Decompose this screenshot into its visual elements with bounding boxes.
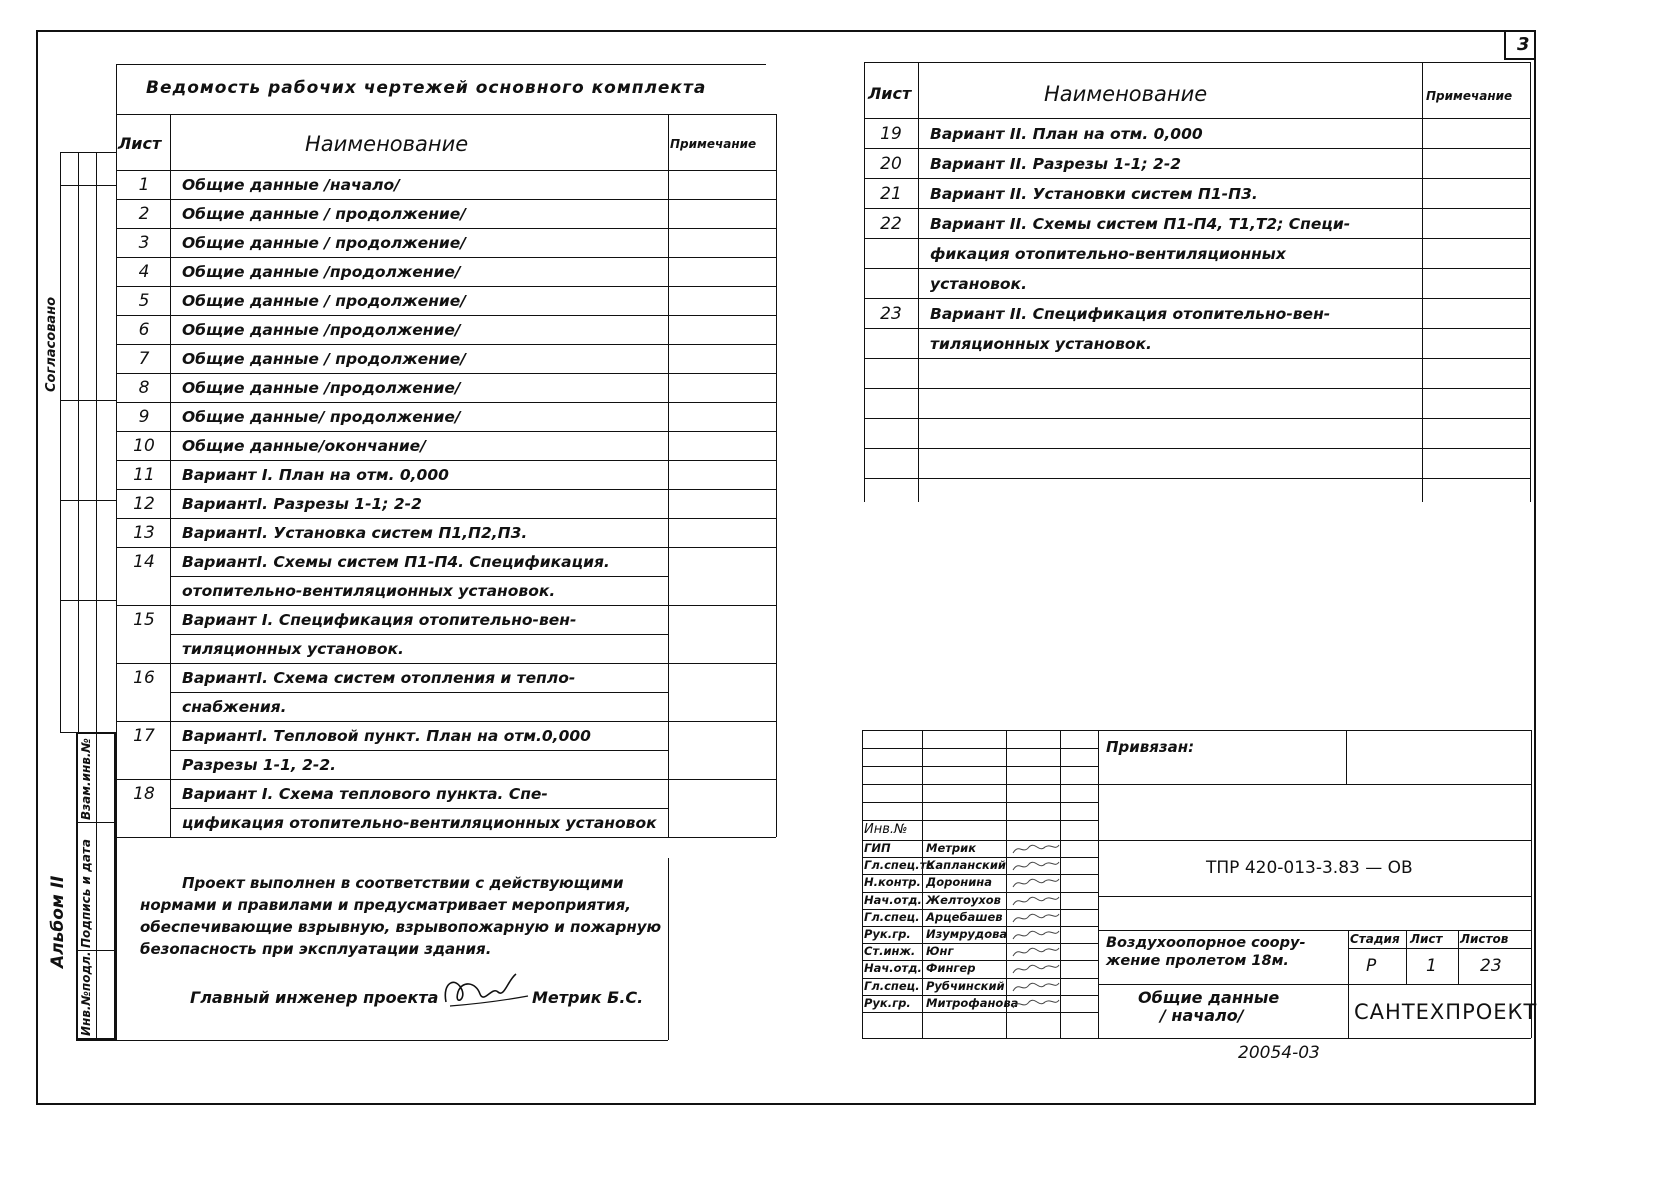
row-line xyxy=(116,518,776,519)
header-name: Наименование xyxy=(1044,82,1208,106)
row-line xyxy=(864,298,1530,299)
col-line xyxy=(1422,62,1423,502)
col-line xyxy=(918,62,919,502)
sheet-name-cell: Вариант II. Спецификация отопительно-вен- xyxy=(930,305,1331,323)
header-note: Примечание xyxy=(670,137,757,151)
sheet-name-cell: Разрезы 1-1, 2-2. xyxy=(182,756,337,774)
sign-date-label: Подпись и дата xyxy=(79,839,93,948)
col-line xyxy=(864,62,865,502)
sheet-header: Лист xyxy=(1410,932,1443,946)
row-line xyxy=(864,448,1530,449)
sheet-name-cell: снабжения. xyxy=(182,698,287,716)
sheet-number-cell: 21 xyxy=(880,184,902,204)
row-sub-line xyxy=(170,750,668,751)
bound-label: Привязан: xyxy=(1106,738,1195,756)
staff-role: Рук.гр. xyxy=(864,927,911,941)
sheet-title-line: / начало/ xyxy=(1160,1006,1244,1025)
title-line xyxy=(922,730,923,1038)
title-line xyxy=(1006,730,1007,1038)
header-name: Наименование xyxy=(305,132,469,156)
row-sub-line xyxy=(170,576,668,577)
staff-signature xyxy=(1009,961,1063,977)
note-border xyxy=(668,858,669,1040)
sheet-number-cell: 18 xyxy=(133,784,155,804)
sheet-number-cell: 7 xyxy=(138,349,150,369)
sheet-name-cell: Вариант II. План на отм. 0,000 xyxy=(930,125,1203,143)
title-line xyxy=(1531,730,1532,1038)
object-name-line: Воздухоопорное соору- xyxy=(1106,935,1306,951)
sheet-number-cell: 17 xyxy=(133,726,155,746)
table-border xyxy=(864,118,1530,119)
sheet-number-cell: 20 xyxy=(880,154,902,174)
sheet-number-cell: 8 xyxy=(138,378,150,398)
sheet-name-cell: ВариантI. Разрезы 1-1; 2-2 xyxy=(182,495,422,513)
row-line xyxy=(864,418,1530,419)
staff-role: Нач.отд. xyxy=(864,961,922,976)
title-row-line xyxy=(862,784,1098,785)
staff-name: Фингер xyxy=(926,961,976,976)
staff-role: Гл.спец.тс xyxy=(864,858,934,873)
row-line xyxy=(116,460,776,461)
sheet-name-cell: отопительно-вентиляционных установок. xyxy=(182,582,556,600)
staff-signature xyxy=(1009,875,1063,891)
note-line: обеспечивающие взрывную, взрывопожарную и пожарную xyxy=(140,918,662,936)
sheet-title-line: Общие данные xyxy=(1138,988,1280,1007)
row-line xyxy=(864,208,1530,209)
row-line xyxy=(116,402,776,403)
staff-signature xyxy=(1009,858,1063,874)
sheet-name-cell: Общие данные / продолжение/ xyxy=(182,292,466,310)
bottom-number: 20054-03 xyxy=(1238,1043,1320,1063)
header-note: Примечание xyxy=(1426,89,1513,103)
row-line xyxy=(116,779,776,780)
row-line xyxy=(864,388,1530,389)
sheet-number-cell: 6 xyxy=(138,320,150,340)
table-border xyxy=(116,170,776,171)
row-line xyxy=(116,315,776,316)
sheet-name-cell: Общие данные / продолжение/ xyxy=(182,234,466,252)
staff-signature xyxy=(1009,944,1063,960)
row-line xyxy=(116,489,776,490)
sheet-name-cell: Общие данные/ продолжение/ xyxy=(182,408,461,426)
strip-line xyxy=(96,152,97,732)
sheet-name-cell: Вариант I. Спецификация отопительно-вен- xyxy=(182,611,577,629)
sheet-number-cell: 5 xyxy=(138,291,150,311)
row-line xyxy=(864,358,1530,359)
sheet-name-cell: Общие данные /продолжение/ xyxy=(182,379,461,397)
strip-line xyxy=(60,500,116,501)
sheet-name-cell: цификация отопительно-вентиляционных установок xyxy=(182,814,657,832)
row-line xyxy=(116,547,776,548)
note-line: Проект выполнен в соответствии с действующими xyxy=(182,874,624,892)
stage-header: Стадия xyxy=(1350,932,1400,946)
sheet-name-cell: Вариант I. План на отм. 0,000 xyxy=(182,466,449,484)
row-line xyxy=(864,238,1530,239)
row-line xyxy=(116,837,776,838)
staff-role: ГИП xyxy=(864,841,891,855)
row-line xyxy=(864,328,1530,329)
strip-line xyxy=(60,152,116,153)
row-sub-line xyxy=(170,692,668,693)
staff-name: Доронина xyxy=(926,875,992,890)
staff-role: Нач.отд. xyxy=(864,892,922,907)
sheet-name-cell: Вариант I. Схема теплового пункта. Спе- xyxy=(182,785,548,803)
table-border xyxy=(116,64,766,65)
title-line xyxy=(862,1038,1531,1039)
title-row-line xyxy=(862,748,1098,749)
strip-line xyxy=(60,152,61,732)
staff-name: Рубчинский xyxy=(926,978,1005,993)
sheet-name-cell: фикация отопительно-вентиляционных xyxy=(930,245,1286,263)
sheet-value: 1 xyxy=(1426,956,1437,976)
row-line xyxy=(116,663,776,664)
row-sub-line xyxy=(170,634,668,635)
title-row-line xyxy=(862,766,1098,767)
title-row-line xyxy=(862,1012,1098,1013)
agreed-label: Согласовано xyxy=(44,296,59,392)
sheet-number-cell: 1 xyxy=(138,175,150,195)
staff-signature xyxy=(1009,893,1063,909)
sheet-name-cell: Общие данные /начало/ xyxy=(182,176,400,194)
sheet-number-cell: 11 xyxy=(133,465,155,485)
staff-role: Н.контр. xyxy=(864,875,921,890)
chief-engineer-name: Метрик Б.С. xyxy=(532,988,644,1007)
sheet-name-cell: ВариантI. Тепловой пункт. План на отм.0,000 xyxy=(182,727,591,745)
title-line xyxy=(1458,930,1459,984)
note-border xyxy=(76,1040,668,1041)
object-name-line: жение пролетом 18м. xyxy=(1106,953,1289,969)
staff-name: Митрофанова xyxy=(926,995,1019,1010)
strip-line xyxy=(96,732,97,1040)
strip-line xyxy=(60,600,116,601)
staff-name: Метрик xyxy=(926,841,977,855)
sheet-name-cell: Общие данные /продолжение/ xyxy=(182,263,461,281)
row-line xyxy=(116,344,776,345)
row-line xyxy=(116,228,776,229)
sheet-number-cell: 13 xyxy=(133,523,155,543)
strip-line xyxy=(60,185,116,186)
note-line: безопасность при эксплуатации здания. xyxy=(140,940,492,958)
sheet-name-cell: установок. xyxy=(930,275,1027,293)
row-line xyxy=(116,721,776,722)
title-line xyxy=(862,730,1531,731)
col-line xyxy=(776,114,777,837)
row-line xyxy=(116,373,776,374)
sheet-name-cell: ВариантI. Схемы систем П1-П4. Спецификация. xyxy=(182,553,610,571)
title-line xyxy=(1098,840,1531,841)
header-sheet: Лист xyxy=(868,84,912,103)
staff-signature xyxy=(1009,910,1063,926)
row-sub-line xyxy=(170,808,668,809)
table-border xyxy=(864,62,1530,63)
sheet-number: 3 xyxy=(1517,34,1530,55)
title-line xyxy=(1098,984,1531,985)
title-line xyxy=(1098,784,1531,785)
row-line xyxy=(864,268,1530,269)
staff-role: Гл.спец. xyxy=(864,909,920,924)
staff-name: Изумрудова xyxy=(926,927,1008,941)
staff-signature xyxy=(1009,996,1063,1012)
title-row-line xyxy=(862,820,1098,821)
sheet-number-cell: 19 xyxy=(880,124,902,144)
title-line xyxy=(862,730,863,1038)
sheet-number-cell: 3 xyxy=(138,233,150,253)
album-label: Альбом II xyxy=(48,875,68,968)
strip-line xyxy=(60,400,116,401)
staff-role: Гл.спец. xyxy=(864,978,920,993)
inv-label: Инв.№ xyxy=(864,822,908,837)
staff-name: Капланский xyxy=(926,858,1006,873)
project-note xyxy=(140,872,665,960)
stage-value: Р xyxy=(1366,956,1377,976)
table-border xyxy=(116,114,776,115)
sheets-value: 23 xyxy=(1480,956,1502,976)
row-line xyxy=(864,178,1530,179)
title-line xyxy=(1098,930,1531,931)
staff-role: Ст.инж. xyxy=(864,944,916,959)
col-line xyxy=(668,114,669,837)
inv-orig-label: Инв.№подл. xyxy=(79,951,93,1036)
title-line xyxy=(1406,930,1407,984)
chief-engineer-label: Главный инженер проекта xyxy=(190,988,439,1007)
row-line xyxy=(116,431,776,432)
sheet-number-cell: 4 xyxy=(138,262,150,282)
staff-name: Желтоухов xyxy=(926,892,1001,907)
strip-line xyxy=(76,822,116,823)
row-line xyxy=(116,257,776,258)
header-sheet: Лист xyxy=(118,134,162,153)
sheets-header: Листов xyxy=(1460,932,1509,946)
title-row-line xyxy=(862,802,1098,803)
note-line: нормами и правилами и предусматривает мероприятия, xyxy=(140,896,631,914)
staff-signature xyxy=(1009,841,1063,857)
row-line xyxy=(116,286,776,287)
sheet-number-cell: 14 xyxy=(133,552,155,572)
sheet-number-cell: 9 xyxy=(138,407,150,427)
staff-role: Рук.гр. xyxy=(864,995,911,1010)
sheet-number-cell: 23 xyxy=(880,304,902,324)
note-border xyxy=(116,840,117,1040)
sheet-name-cell: тиляционных установок. xyxy=(182,640,404,658)
staff-signature xyxy=(1009,927,1063,943)
sheet-name-cell: Общие данные / продолжение/ xyxy=(182,205,466,223)
sheet-number-cell: 16 xyxy=(133,668,155,688)
chief-engineer-signature xyxy=(436,962,536,1018)
title-line xyxy=(1346,730,1347,784)
table-title: Ведомость рабочих чертежей основного комплекта xyxy=(146,78,707,98)
sheet-number-cell: 12 xyxy=(133,494,155,514)
row-line xyxy=(864,478,1530,479)
staff-name: Юнг xyxy=(926,944,954,959)
sheet-name-cell: Вариант II. Схемы систем П1-П4, Т1,Т2; Специ- xyxy=(930,215,1351,233)
row-line xyxy=(116,199,776,200)
col-line xyxy=(170,114,171,837)
table-border xyxy=(116,64,117,840)
sheet-name-cell: Вариант II. Установки систем П1-П3. xyxy=(930,185,1258,203)
inv-replace-label: Взам.инв.№ xyxy=(79,738,93,820)
row-line xyxy=(116,605,776,606)
sheet-name-cell: Общие данные / продолжение/ xyxy=(182,350,466,368)
sheet-number-cell: 22 xyxy=(880,214,902,234)
sheet-name-cell: Общие данные /продолжение/ xyxy=(182,321,461,339)
sheet-number-cell: 15 xyxy=(133,610,155,630)
staff-name: Арцебашев xyxy=(926,909,1003,924)
sheet-name-cell: ВариантI. Схема систем отопления и тепло- xyxy=(182,669,576,687)
title-line xyxy=(1098,730,1099,1038)
organization-name: САНТЕХПРОЕКТ xyxy=(1354,1000,1538,1024)
title-line xyxy=(1098,896,1531,897)
sheet-name-cell: Вариант II. Разрезы 1-1; 2-2 xyxy=(930,155,1182,173)
staff-signature xyxy=(1009,979,1063,995)
sheet-number-cell: 10 xyxy=(133,436,155,456)
title-line xyxy=(1348,948,1531,949)
sheet-name-cell: тиляционных установок. xyxy=(930,335,1152,353)
document-code: ТПР 420-013-3.83 — ОВ xyxy=(1206,858,1413,878)
strip-line xyxy=(78,152,79,732)
col-line xyxy=(1530,62,1531,502)
sheet-number-cell: 2 xyxy=(138,204,150,224)
sheet-name-cell: Общие данные/окончание/ xyxy=(182,437,426,455)
row-line xyxy=(864,148,1530,149)
sheet-name-cell: ВариантI. Установка систем П1,П2,П3. xyxy=(182,524,528,542)
